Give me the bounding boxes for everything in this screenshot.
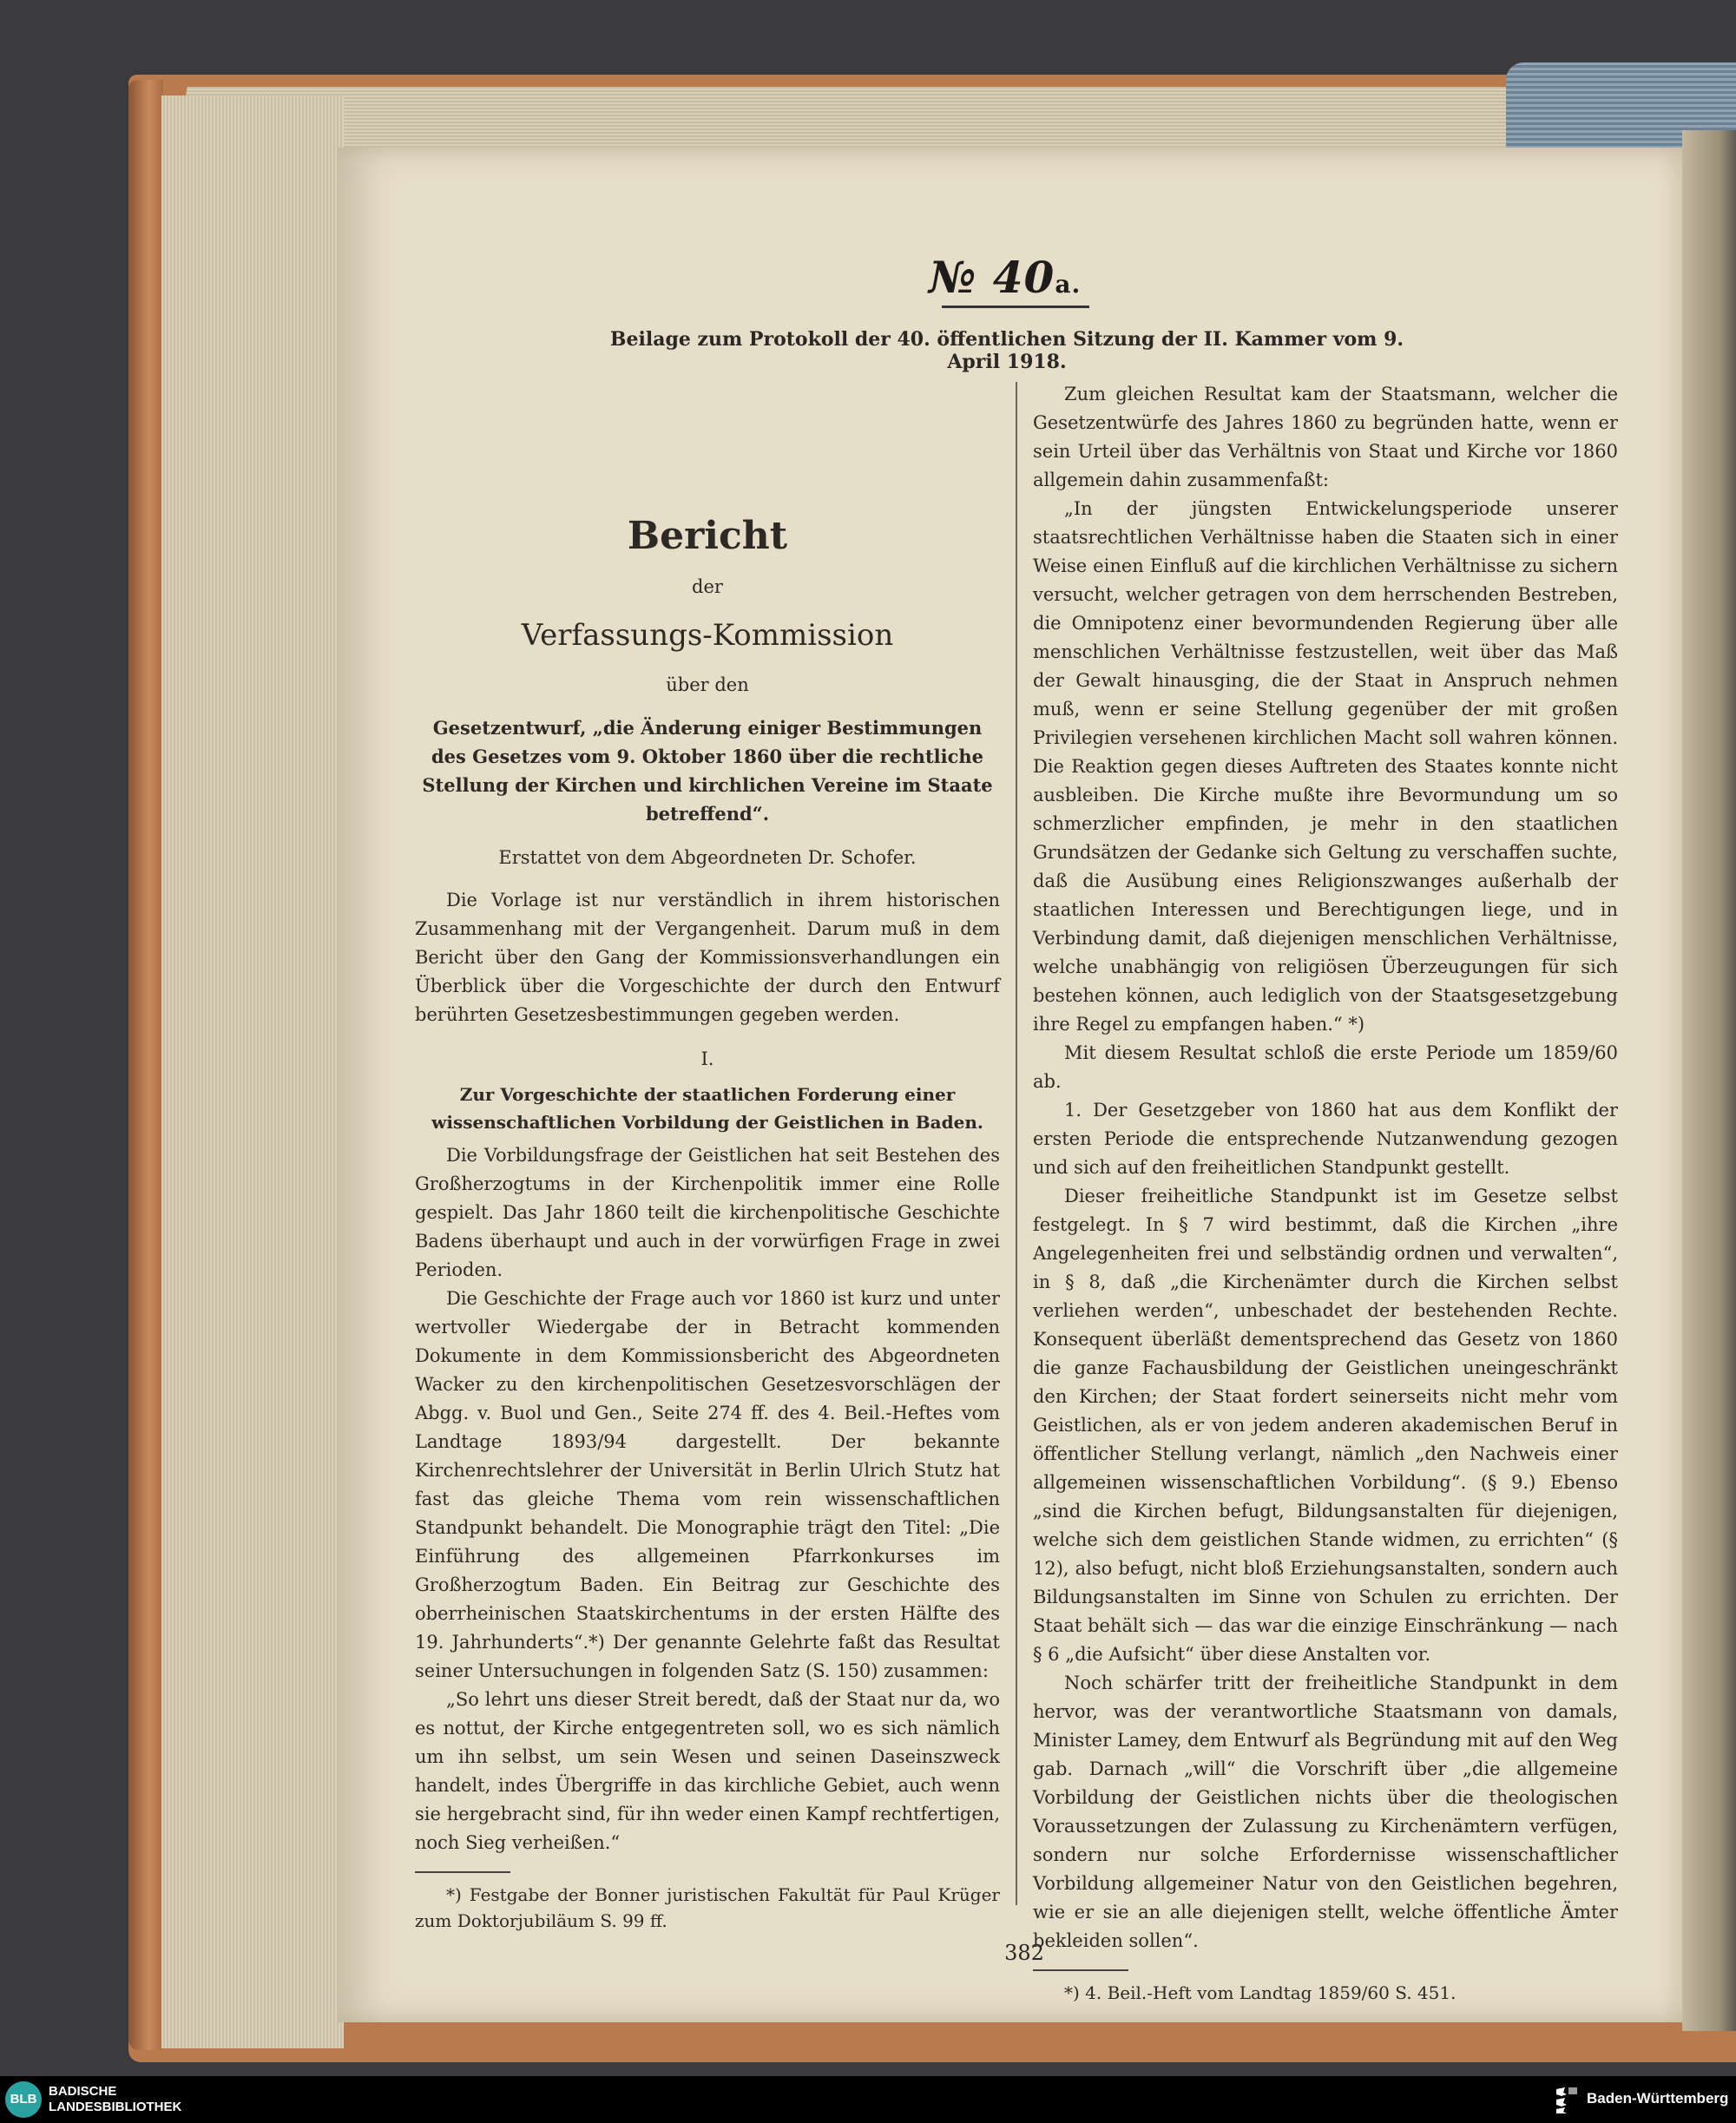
paragraph: Die Vorbildungsfrage der Geistlichen hat seit Bestehen des Großherzogtums in der Kirchenpolitik immer eine Rolle gespielt. Das Jahr 1860 teilt die kirchenpolitische Geschichte Badens überhaupt und auch in der vorwürfigen Frage in zwei Perioden. bbox=[415, 1145, 1000, 1280]
blb-line1: BADISCHE bbox=[49, 2084, 117, 2099]
blb-wordmark[interactable] bbox=[49, 2084, 240, 2115]
paragraph: Dieser freiheitliche Standpunkt ist im Gesetze selbst festgelegt. In § 7 wird bestimmt, daß die Kirchen „ihre Angelegenheiten frei und selbständig ordnen und verwalten“, in § 8, daß „die Kirchenämter durch die Kirchen selbst verliehen werden“, unbeschadet der bestehenden Rechte. Konsequent überläßt dementsprechend das Gesetz von 1860 die ganze Fachausbildung der Geistlichen uneingeschränkt den Kirchen; der Staat fordert seinerseits nicht mehr vom Geistlichen, als er von jedem anderen akademischen Beruf in öffentlicher Stellung verlangt, nämlich „den Nachweis einer allgemeinen wissenschaftlichen Vorbildung“. (§ 9.) Ebenso „sind die Kirchen befugt, Bildungsanstalten für diejenigen, welche sich dem geistlichen Stande widmen, zu errichten“ (§ 12), also befugt, nicht bloß Erziehungsanstalten, sondern auch Bildungsanstalten im Sinne von Schulen zu errichten. Der Staat behält sich — das war die einzige Einschränkung — nach § 6 „die Aufsicht“ über diese Anstalten vor. bbox=[1033, 1186, 1618, 1665]
paragraph: 1. Der Gesetzgeber von 1860 hat aus dem Konflikt der ersten Periode die entsprechende Nutzanwendung gezogen und sich auf den freiheitlichen Standpunkt gestellt. bbox=[1033, 1100, 1618, 1178]
rapporteur: Erstattet von dem Abgeordneten Dr. Schofer. bbox=[498, 847, 917, 868]
right-column bbox=[1033, 380, 1618, 2006]
paragraph: Mit diesem Resultat schloß die erste Periode um 1859/60 ab. bbox=[1033, 1042, 1618, 1092]
section-title: Zur Vorgeschichte der staatlichen Forderung einer wissenschaftlichen Vorbildung der Geistlichen in Baden. bbox=[431, 1084, 983, 1133]
blb-line2: LANDESBIBLIOTHEK bbox=[49, 2100, 182, 2114]
footnote-rule bbox=[415, 1871, 510, 1873]
paragraph: Die Geschichte der Frage auch vor 1860 ist kurz und unter wertvoller Wiedergabe der in Betracht kommenden Dokumente in dem Kommissionsbericht des Abgeordneten Wacker zu den kirchenpolitischen Gesetzesvorschlägen der Abgg. v. Buol und Gen., Seite 274 ff. des 4. Beil.-Heftes vom Landtage 1893/94 dargestellt. Der bekannte Kirchenrechtslehrer der Universität in Berlin Ulrich Stutz hat fast das gleiche Thema vom rein wissenschaftlichen Standpunkt behandelt. Die Monographie trägt den Titel: „Die Einführung des allgemeinen Pfarrkonkurses im Großherzogtum Baden. Ein Beitrag zur Geschichte des oberrheinischen Staatskirchentums in der ersten Hälfte des 19. Jahrhunderts“.*) Der genannte Gelehrte faßt das Resultat seiner Untersuchungen in folgenden Satz (S. 150) zusammen: bbox=[415, 1288, 1000, 1681]
footer-bar bbox=[0, 2076, 1736, 2123]
paragraph: Noch schärfer tritt der freiheitliche Standpunkt in dem hervor, was der verantwortliche Staatsmann von damals, Minister Lamey, dem Entwurf als Begründung mit auf den Weg gab. Darnach „will“ die Vorschrift über „die allgemeine Vorbildung der Geistlichen nichts über die theologischen Voraussetzungen der Zulassung zu Kirchenämtern verfügen, sondern nur solche Erfordernisse wissenschaftlicher Vorbildung allgemeiner Natur von den Geistlichen begehren, wie er sie an alle diejenigen stellt, welche öffentliche Ämter bekleiden sollen“. bbox=[1033, 1673, 1618, 1951]
report-title: Bericht bbox=[627, 514, 788, 558]
document-number-suffix: a. bbox=[1055, 270, 1082, 299]
paragraph: Zum gleichen Resultat kam der Staatsmann, welcher die Gesetzentwürfe des Jahres 1860 zu begründen hatte, wenn er sein Urteil über das Verhältnis von Staat und Kirche vor 1860 allgemein dahin zusammenfaßt: bbox=[1033, 384, 1618, 490]
report-der: der bbox=[692, 576, 723, 597]
document-number-underline bbox=[942, 306, 1089, 308]
footnote-rule bbox=[1033, 1969, 1128, 1971]
footnote: *) 4. Beil.-Heft vom Landtag 1859/60 S. 451. bbox=[1064, 1982, 1457, 2003]
book-spine-edge bbox=[128, 80, 163, 2050]
blb-logo-icon[interactable]: BLB bbox=[5, 2081, 42, 2118]
commission-name: Verfassungs-Kommission bbox=[521, 618, 894, 653]
beilage-heading: Beilage zum Protokoll der 40. öffentlichen Sitzung der II. Kammer vom 9. April 1918. bbox=[609, 328, 1404, 373]
section-number: I. bbox=[700, 1048, 714, 1069]
left-column bbox=[415, 510, 1000, 1934]
page-edge-right bbox=[1682, 130, 1736, 2031]
page-stack-top bbox=[177, 87, 1688, 156]
document-number bbox=[929, 252, 1137, 312]
report-ueber: über den bbox=[666, 674, 749, 695]
bw-label[interactable]: Baden-Württemberg bbox=[1587, 2090, 1729, 2107]
document-number-main: № 40 bbox=[929, 252, 1055, 303]
column-divider bbox=[1016, 382, 1017, 1905]
page-stack-left bbox=[161, 95, 344, 2048]
quote-paragraph: „In der jüngsten Entwickelungsperiode unserer staatsrechtlichen Verhältnisse haben die Staaten sich in einer Weise einen Einfluß auf die kirchlichen Verhältnisse zu sichern versucht, welcher getragen von dem herrschenden Bestreben, die Omnipotenz einer bevormundenden Regierung über alle menschlichen Verhältnisse festzustellen, weit über das Maß der Gewalt hinausging, die der Staat in Anspruch nehmen muß, wenn er seine Stellung gegenüber der mit großen Privilegien versehenen kirchlichen Macht soll wahren können. Die Reaktion gegen dieses Auftreten des Staates konnte nicht ausbleiben. Die Kirche mußte ihre Bevormundung um so schmerzlicher empfinden, je mehr in den staatlichen Grundsätzen der Gedanke sich Geltung zu verschaffen suchte, daß die Ausübung eines Religionszwanges außerhalb der staatlichen Interessen und Berechtigungen liege, und in Verbindung damit, daß diejenigen menschlichen Verhältnisse, welche unabhängig von religiösen Überzeugungen für sich bestehen können, auch lediglich von der Staatsgesetzgebung ihre Regel zu empfangen haben.“ *) bbox=[1033, 498, 1618, 1035]
page-number: 382 bbox=[1004, 1941, 1044, 1965]
footnote: *) Festgabe der Bonner juristischen Fakultät für Paul Krüger zum Doktorjubiläum S. 99 ff. bbox=[415, 1884, 1000, 1931]
quote-paragraph: „So lehrt uns dieser Streit beredt, daß der Staat nur da, wo es nottut, der Kirche entgegentreten soll, wo es sich nämlich um ihn selbst, um sein Wesen und seinen Daseinszweck handelt, indes Übergriffe in das kirchliche Gebiet, auch wenn sie hergebracht sind, für ihn weder einen Kampf rechtfertigen, noch Sieg verheißen.“ bbox=[415, 1689, 1000, 1853]
paragraph: Die Vorlage ist nur verständlich in ihrem historischen Zusammenhang mit der Vergangenheit. Darum muß in dem Bericht über den Gang der Kommissionsverhandlungen ein Überblick über die Vorgeschichte der durch den Entwurf berührten Gesetzesbestimmungen gegeben werden. bbox=[415, 890, 1000, 1025]
bw-lions-icon[interactable] bbox=[1554, 2084, 1580, 2115]
law-title: Gesetzentwurf, „die Änderung einiger Bestimmungen des Gesetzes vom 9. Oktober 1860 über die rechtliche Stellung der Kirchen und kirchlichen Vereine im Staate betreffend“. bbox=[422, 717, 993, 825]
